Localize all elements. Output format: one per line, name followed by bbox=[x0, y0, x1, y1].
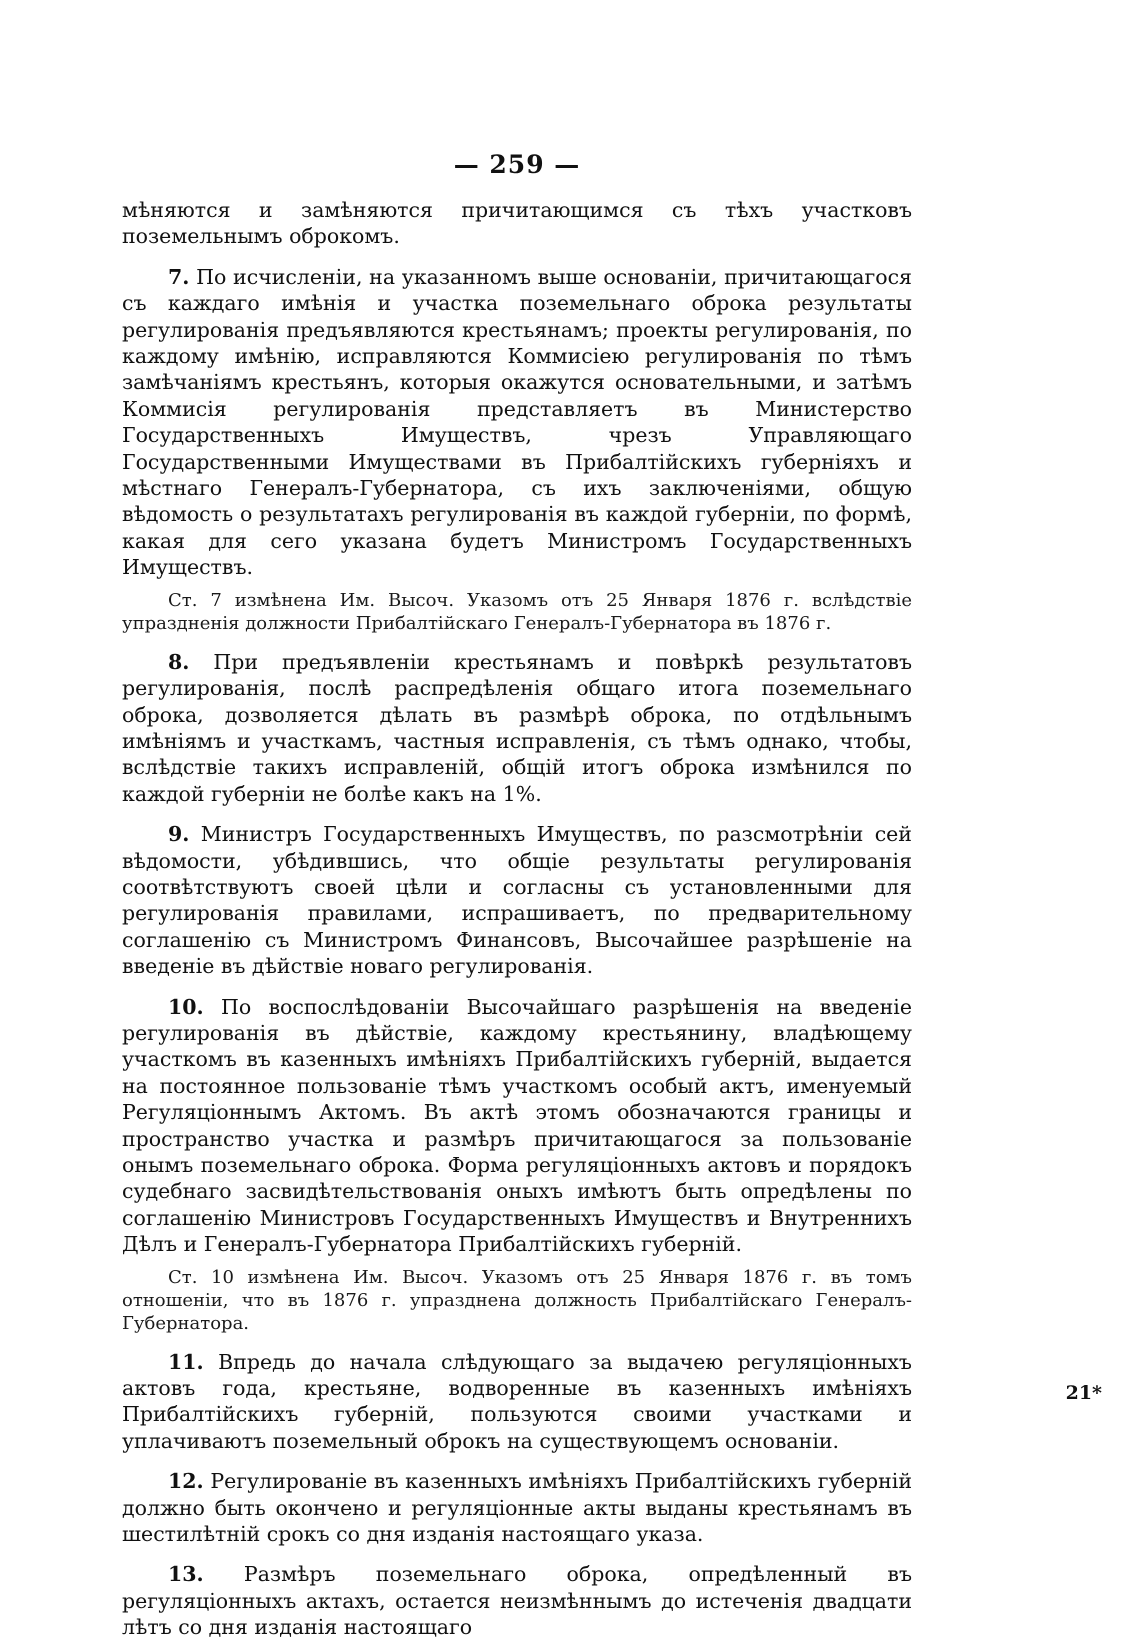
paragraph-text: По исчисленіи, на указанномъ выше основаніи, причитающагося съ каждаго имѣнія и участка поземельнаго оброка результаты регулированія предъявляются крестьянамъ; проекты регулированія, по каждому имѣнію, исправляются Коммисіею регулированія по тѣмъ замѣчаніямъ крестьянъ, которыя окажутся основательными, и затѣмъ Коммисія регулированія представляетъ въ Министерство Государственныхъ Имуществъ, чрезъ Управляющаго Государственными Имуществами въ Прибалтійскихъ губерніяхъ и мѣстнаго Генералъ-Губернатора, съ ихъ заключеніями, общую вѣдомость о результатахъ регулированія въ каждой губерніи, по формѣ, какая для сего указана будетъ Министромъ Государственныхъ Имуществъ. bbox=[122, 264, 912, 580]
note-10: Ст. 10 измѣнена Им. Высоч. Указомъ отъ 25 Января 1876 г. въ томъ отношеніи, что въ 1876 г. упразднена должность Прибалтійскаго Генералъ-Губернатора. bbox=[122, 1266, 912, 1334]
paragraph-text: Размѣръ поземельнаго оброка, опредѣленный въ регуляціонныхъ актахъ, остается неизмѣннымъ до истеченія двадцати лѣтъ со дня изданія настоящаго bbox=[122, 1562, 912, 1640]
paragraph-text: По воспослѣдованіи Высочайшаго разрѣшенія на введеніе регулированія въ дѣйствіе, каждому крестьянину, владѣющему участкомъ въ казенныхъ имѣніяхъ Прибалтійскихъ губерній, выдается на постоянное пользованіе тѣмъ участкомъ особый актъ, именуемый Регуляціоннымъ Актомъ. Въ актѣ этомъ обозначаются границы и пространство участка и размѣръ причитающагося за пользованіе онымъ поземельнаго оброка. Форма регуляціонныхъ актовъ и порядокъ судебнаго засвидѣтельствованія оныхъ имѣютъ быть опредѣлены по соглашенію Министровъ Государственныхъ Имуществъ и Внутреннихъ Дѣлъ и Генералъ-Губернатора Прибалтійскихъ губерній. bbox=[122, 994, 912, 1257]
paragraph-13 bbox=[122, 1561, 912, 1640]
paragraph-number: 8. bbox=[168, 649, 190, 674]
paragraph-continuation: мѣняются и замѣняются причитающимся съ тѣхъ участковъ поземельнымъ оброкомъ. bbox=[122, 198, 912, 249]
paragraph-text: Впредь до начала слѣдующаго за выдачею регуляціонныхъ актовъ года, крестьяне, водворенные въ казенныхъ имѣніяхъ Прибалтійскихъ губерній, пользуются своими участками и уплачиваютъ поземельный оброкъ на существующемъ основаніи. bbox=[122, 1349, 912, 1453]
page-number: — 259 — bbox=[453, 150, 581, 179]
paragraph-number: 11. bbox=[168, 1349, 204, 1374]
printer-signature: 21* bbox=[1065, 1382, 1102, 1404]
paragraph-text: При предъявленіи крестьянамъ и повѣркѣ результатовъ регулированія, послѣ распредѣленія общаго итога поземельнаго оброка, дозволяется дѣлать въ размѣрѣ оброка, по отдѣльнымъ имѣніямъ и участкамъ, частныя исправленія, съ тѣмъ однако, чтобы, вслѣдствіе такихъ исправленій, общій итогъ оброка измѣнился по каждой губерніи не болѣе какъ на 1%. bbox=[122, 649, 912, 806]
note-7: Ст. 7 измѣнена Им. Высоч. Указомъ отъ 25 Января 1876 г. вслѣдствіе упраздненія должности Прибалтійскаго Генералъ-Губернатора въ 1876 г. bbox=[122, 589, 912, 634]
paragraph-number: 7. bbox=[168, 264, 190, 289]
paragraph-text: Министръ Государственныхъ Имуществъ, по разсмотрѣніи сей вѣдомости, убѣдившись, что общіе результаты регулированія соотвѣтствуютъ своей цѣли и согласны съ установленными для регулированія правилами, испрашиваетъ, по предварительному соглашенію съ Министромъ Финансовъ, Высочайшее разрѣшеніе на введеніе въ дѣйствіе новаго регулированія. bbox=[122, 822, 912, 979]
paragraph-number: 12. bbox=[168, 1469, 204, 1494]
paragraph-9 bbox=[122, 821, 912, 979]
paragraph-11 bbox=[122, 1349, 912, 1455]
paragraph-7 bbox=[122, 264, 912, 581]
paragraph-12 bbox=[122, 1468, 912, 1547]
paragraph-number: 9. bbox=[168, 822, 190, 847]
paragraph-number: 13. bbox=[168, 1562, 204, 1587]
paragraph-text: Регулированіе въ казенныхъ имѣніяхъ Прибалтійскихъ губерній должно быть окончено и регуляціонные акты выданы крестьянамъ въ шестилѣтній срокъ со дня изданія настоящаго указа. bbox=[122, 1469, 912, 1547]
document-page bbox=[122, 150, 912, 1641]
paragraph-number: 10. bbox=[168, 994, 204, 1019]
paragraph-10 bbox=[122, 994, 912, 1258]
paragraph-8 bbox=[122, 649, 912, 807]
